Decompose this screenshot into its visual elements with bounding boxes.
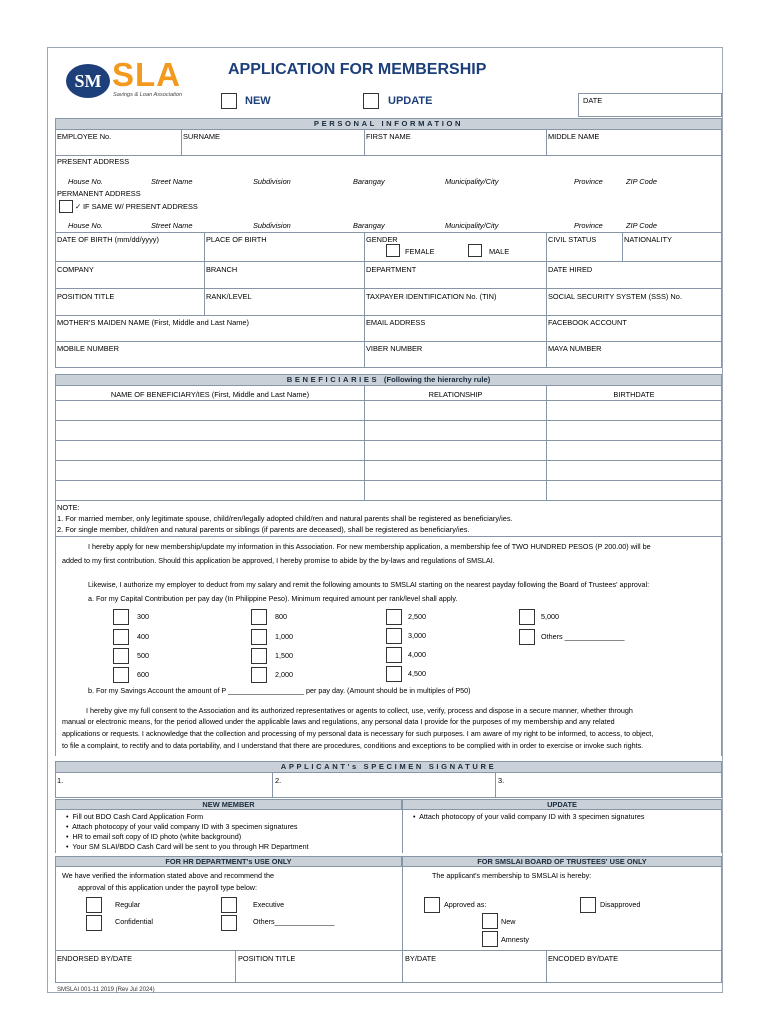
address-part-city: Municipality/City bbox=[445, 221, 499, 230]
amount-3000-label: 3,000 bbox=[408, 631, 426, 640]
amount-2500-label: 2,500 bbox=[408, 612, 426, 621]
email-label: EMAIL ADDRESS bbox=[366, 318, 426, 327]
disapproved-label: Disapproved bbox=[600, 900, 641, 909]
consent-line3: applications or requests. I acknowledge that the collection and processing of my personal data is necessary for such purposes. I am aware of my right to be informed, to access, to object, bbox=[62, 729, 654, 738]
gender-label: GENDER bbox=[366, 235, 398, 244]
hr-header: FOR HR DEPARTMENT's USE ONLY bbox=[55, 856, 402, 867]
divider bbox=[721, 118, 722, 367]
divider bbox=[55, 341, 722, 342]
sss-label: SOCIAL SECURITY SYSTEM (SSS) No. bbox=[548, 292, 682, 301]
beneficiaries-note: (Following the hierarchy rule) bbox=[383, 375, 491, 384]
place-of-birth-label: PLACE OF BIRTH bbox=[206, 235, 267, 244]
divider bbox=[55, 261, 722, 262]
amount-500-checkbox[interactable] bbox=[113, 648, 129, 664]
divider bbox=[721, 386, 722, 536]
position-title-label: POSITION TITLE bbox=[57, 292, 115, 301]
personal-info-header: PERSONAL INFORMATION bbox=[55, 118, 722, 130]
amount-400-checkbox[interactable] bbox=[113, 629, 129, 645]
amount-5000-checkbox[interactable] bbox=[519, 609, 535, 625]
approved-new-label: New bbox=[501, 917, 516, 926]
beneficiary-row-4[interactable] bbox=[56, 461, 721, 480]
board-by-date-label: BY/DATE bbox=[405, 954, 437, 963]
address-part-house: House No. bbox=[68, 221, 103, 230]
approved-label: Approved as: bbox=[444, 900, 487, 909]
male-label: MALE bbox=[489, 247, 510, 256]
divider bbox=[235, 950, 236, 982]
new-label: NEW bbox=[245, 95, 271, 107]
divider bbox=[546, 232, 547, 367]
consent-line4: to file a complaint, to rectify and to data portability, and I understand that there are procedures, conditions and exceptions to be complied with in order to exercise or invoke such rights. bbox=[62, 741, 644, 750]
amount-500-label: 500 bbox=[137, 651, 149, 660]
note-title: NOTE: bbox=[57, 503, 80, 512]
divider bbox=[721, 867, 722, 982]
divider bbox=[721, 810, 722, 853]
hr-statement-line2: approval of this application under the payroll type below: bbox=[78, 883, 257, 892]
brand-subtitle: Savings & Loan Association bbox=[113, 92, 183, 98]
date-of-birth-label: DATE OF BIRTH (mm/dd/yyyy) bbox=[57, 235, 159, 244]
signature-slot-2[interactable]: 2. bbox=[275, 776, 282, 785]
nationality-label: NATIONALITY bbox=[624, 235, 672, 244]
maya-label: MAYA NUMBER bbox=[548, 344, 602, 353]
divider bbox=[55, 288, 722, 289]
mothers-maiden-label: MOTHER'S MAIDEN NAME (First, Middle and Last Name) bbox=[57, 318, 249, 327]
tin-label: TAXPAYER IDENTIFICATION No. (TIN) bbox=[366, 292, 497, 301]
address-part-province: Province bbox=[574, 177, 603, 186]
first-name-label: FIRST NAME bbox=[366, 132, 411, 141]
beneficiary-row-1[interactable] bbox=[56, 401, 721, 420]
amount-2500-checkbox[interactable] bbox=[386, 609, 402, 625]
note-single: 2. For single member, child/ren and natural parents or siblings (if parents are deceased), shall be registered as beneficiary/ies. bbox=[57, 525, 470, 534]
address-part-province: Province bbox=[574, 221, 603, 230]
amount-1000-label: 1,000 bbox=[275, 632, 293, 641]
address-part-subdivision: Subdivision bbox=[253, 221, 291, 230]
hr-position-title-label: POSITION TITLE bbox=[238, 954, 296, 963]
divider bbox=[55, 155, 722, 156]
beneficiary-row-2[interactable] bbox=[56, 421, 721, 440]
divider bbox=[55, 536, 56, 756]
board-statement: The applicant's membership to SMSLAI is hereby: bbox=[432, 871, 592, 880]
brand-name: SLA bbox=[112, 56, 181, 93]
divider bbox=[364, 130, 365, 155]
address-part-street: Street Name bbox=[151, 177, 193, 186]
amount-800-label: 800 bbox=[275, 612, 287, 621]
address-part-zip: ZIP Code bbox=[626, 177, 657, 186]
amount-600-label: 600 bbox=[137, 670, 149, 679]
beneficiary-name-column: NAME OF BENEFICIARY/IES (First, Middle and Last Name) bbox=[110, 390, 310, 399]
divider bbox=[364, 232, 365, 367]
divider bbox=[272, 773, 273, 797]
sm-logo-text: SM bbox=[74, 71, 102, 91]
divider bbox=[181, 130, 182, 155]
board-header: FOR SMSLAI BOARD OF TRUSTEES' USE ONLY bbox=[402, 856, 722, 867]
consent-line1: I hereby give my full consent to the Association and its authorized representatives or agents to collect, use, verify, process and dispose in a secure manner, whether through bbox=[86, 706, 633, 715]
divider bbox=[402, 867, 403, 982]
female-label: FEMALE bbox=[405, 247, 435, 256]
address-part-city: Municipality/City bbox=[445, 177, 499, 186]
new-member-header: NEW MEMBER bbox=[55, 799, 402, 810]
address-part-house: House No. bbox=[68, 177, 103, 186]
female-checkbox[interactable] bbox=[386, 244, 400, 257]
amount-4000-checkbox[interactable] bbox=[386, 647, 402, 663]
encoded-by-label: ENCODED BY/DATE bbox=[548, 954, 619, 963]
approved-new-checkbox[interactable] bbox=[482, 913, 498, 929]
new-member-step-1-text: Fill out BDO Cash Card Application Form bbox=[72, 812, 204, 821]
confidential-checkbox[interactable] bbox=[86, 915, 102, 931]
viber-label: VIBER NUMBER bbox=[366, 344, 423, 353]
mobile-label: MOBILE NUMBER bbox=[57, 344, 120, 353]
civil-status-label: CIVIL STATUS bbox=[548, 235, 597, 244]
approved-checkbox[interactable] bbox=[424, 897, 440, 913]
amount-800-checkbox[interactable] bbox=[251, 609, 267, 625]
executive-checkbox[interactable] bbox=[221, 897, 237, 913]
present-address-label: PRESENT ADDRESS bbox=[57, 157, 130, 166]
divider bbox=[55, 950, 722, 951]
divider bbox=[55, 797, 722, 798]
update-checkbox[interactable] bbox=[363, 93, 379, 109]
amount-2000-label: 2,000 bbox=[275, 670, 293, 679]
address-part-subdivision: Subdivision bbox=[253, 177, 291, 186]
amount-others-label: Others _______________ bbox=[541, 632, 625, 641]
signature-slot-1[interactable]: 1. bbox=[57, 776, 64, 785]
new-member-step-3: • HR to email soft copy of ID photo (white background) bbox=[66, 832, 242, 841]
endorsed-by-label: ENDORSED BY/DATE bbox=[57, 954, 133, 963]
update-label: UPDATE bbox=[388, 95, 433, 107]
amount-4500-checkbox[interactable] bbox=[386, 666, 402, 682]
new-member-step-4: • Your SM SLAI/BDO Cash Card will be sent to you through HR Department bbox=[66, 842, 309, 851]
consent-line2: manual or electronic means, for the period allowed under the applicable laws and regulations, any personal data I provide for the purposes of my membership and any related bbox=[62, 717, 615, 726]
middle-name-label: MIDDLE NAME bbox=[548, 132, 600, 141]
divider bbox=[55, 315, 722, 316]
approved-amnesty-label: Amnesty bbox=[501, 935, 529, 944]
amount-400-label: 400 bbox=[137, 632, 149, 641]
beneficiary-relationship-column: RELATIONSHIP bbox=[428, 390, 483, 399]
new-checkbox[interactable] bbox=[221, 93, 237, 109]
same-address-check-icon: ✓ bbox=[75, 202, 82, 211]
rank-level-label: RANK/LEVEL bbox=[206, 292, 252, 301]
amount-5000-label: 5,000 bbox=[541, 612, 559, 621]
amount-1500-checkbox[interactable] bbox=[251, 648, 267, 664]
divider bbox=[55, 118, 56, 367]
branch-label: BRANCH bbox=[206, 265, 238, 274]
address-part-street: Street Name bbox=[151, 221, 193, 230]
divider bbox=[55, 367, 722, 368]
update-header: UPDATE bbox=[402, 799, 722, 810]
beneficiaries-title: BENEFICIARIES bbox=[286, 375, 380, 384]
amount-300-checkbox[interactable] bbox=[113, 609, 129, 625]
divider bbox=[402, 810, 403, 853]
beneficiary-birthdate-column: BIRTHDATE bbox=[613, 390, 655, 399]
address-part-barangay: Barangay bbox=[353, 177, 385, 186]
male-checkbox[interactable] bbox=[468, 244, 482, 257]
divider bbox=[721, 773, 722, 797]
approved-amnesty-checkbox[interactable] bbox=[482, 931, 498, 947]
capital-contribution-line: a. For my Capital Contribution per pay day (In Philippine Peso). Minimum required amount per rank/level shall apply. bbox=[88, 594, 458, 603]
application-statement-line2: added to my first contribution. Should this application be approved, I hereby promise to abide by the by-laws and regulations of SMSLAI. bbox=[62, 556, 495, 565]
application-statement-line1: I hereby apply for new membership/update my information in this Association. For new membership application, a membership fee of TWO HUNDRED PESOS (P 200.00) will be bbox=[88, 542, 651, 551]
new-member-step-3-text: HR to email soft copy of ID photo (white background) bbox=[72, 832, 242, 841]
divider bbox=[55, 773, 56, 797]
signature-header: APPLICANT's SPECIMEN SIGNATURE bbox=[55, 761, 722, 773]
divider bbox=[55, 536, 722, 537]
address-part-barangay: Barangay bbox=[353, 221, 385, 230]
hr-statement-line1: We have verified the information stated above and recommend the bbox=[62, 871, 275, 880]
update-step-1-text: Attach photocopy of your valid company ID with 3 specimen signatures bbox=[419, 812, 645, 821]
divider bbox=[622, 232, 623, 261]
form-code: SMSLAI 001-11 2019 (Rev Jul 2024) bbox=[57, 987, 155, 993]
employee-no-label: EMPLOYEE No. bbox=[57, 132, 112, 141]
confidential-label: Confidential bbox=[115, 917, 153, 926]
date-hired-label: DATE HIRED bbox=[548, 265, 593, 274]
savings-account-line: b. For my Savings Account the amount of P ___________________ per pay day. (Amount should be in multiples of P50) bbox=[88, 686, 471, 695]
executive-label: Executive bbox=[253, 900, 285, 909]
new-member-step-2-text: Attach photocopy of your valid company ID with 3 specimen signatures bbox=[72, 822, 298, 831]
permanent-address-label: PERMANENT ADDRESS bbox=[57, 189, 141, 198]
beneficiary-row-5[interactable] bbox=[56, 481, 721, 500]
new-member-step-1: • Fill out BDO Cash Card Application Form bbox=[66, 812, 204, 821]
same-address-checkbox[interactable] bbox=[59, 200, 73, 213]
amount-4000-label: 4,000 bbox=[408, 650, 426, 659]
amount-2000-checkbox[interactable] bbox=[251, 667, 267, 683]
amount-1000-checkbox[interactable] bbox=[251, 629, 267, 645]
amount-4500-label: 4,500 bbox=[408, 669, 426, 678]
company-label: COMPANY bbox=[57, 265, 94, 274]
signature-slot-3[interactable]: 3. bbox=[498, 776, 505, 785]
authorization-statement: Likewise, I authorize my employer to deduct from my salary and remit the following amounts to SMSLAI starting on the nearest payday following the Board of Trustees' approval: bbox=[88, 580, 650, 589]
divider bbox=[55, 810, 56, 853]
amount-600-checkbox[interactable] bbox=[113, 667, 129, 683]
disapproved-checkbox[interactable] bbox=[580, 897, 596, 913]
amount-1500-label: 1,500 bbox=[275, 651, 293, 660]
divider bbox=[55, 500, 722, 501]
amount-others-checkbox[interactable] bbox=[519, 629, 535, 645]
amount-300-label: 300 bbox=[137, 612, 149, 621]
amount-3000-checkbox[interactable] bbox=[386, 628, 402, 644]
divider bbox=[546, 950, 547, 982]
regular-checkbox[interactable] bbox=[86, 897, 102, 913]
divider bbox=[495, 773, 496, 797]
divider bbox=[546, 130, 547, 155]
others-label: Others_______________ bbox=[253, 917, 335, 926]
surname-label: SURNAME bbox=[183, 132, 220, 141]
same-address-label: IF SAME W/ PRESENT ADDRESS bbox=[83, 202, 198, 211]
form-title: APPLICATION FOR MEMBERSHIP bbox=[228, 61, 487, 78]
facebook-label: FACEBOOK ACCOUNT bbox=[548, 318, 627, 327]
divider bbox=[204, 232, 205, 315]
new-member-step-2: • Attach photocopy of your valid company ID with 3 specimen signatures bbox=[66, 822, 298, 831]
new-member-step-4-text: Your SM SLAI/BDO Cash Card will be sent to you through HR Department bbox=[72, 842, 309, 851]
divider bbox=[55, 867, 56, 982]
note-married: 1. For married member, only legitimate spouse, child/ren/legally adopted child/ren and natural parents shall be registered as beneficiary/ies. bbox=[57, 514, 513, 523]
divider bbox=[55, 982, 722, 983]
beneficiary-row-3[interactable] bbox=[56, 441, 721, 460]
beneficiaries-header bbox=[55, 374, 722, 386]
date-label: DATE bbox=[583, 96, 603, 105]
department-label: DEPARTMENT bbox=[366, 265, 417, 274]
update-step-1: • Attach photocopy of your valid company ID with 3 specimen signatures bbox=[413, 812, 645, 821]
regular-label: Regular bbox=[115, 900, 141, 909]
others-checkbox[interactable] bbox=[221, 915, 237, 931]
address-part-zip: ZIP Code bbox=[626, 221, 657, 230]
divider bbox=[721, 536, 722, 756]
